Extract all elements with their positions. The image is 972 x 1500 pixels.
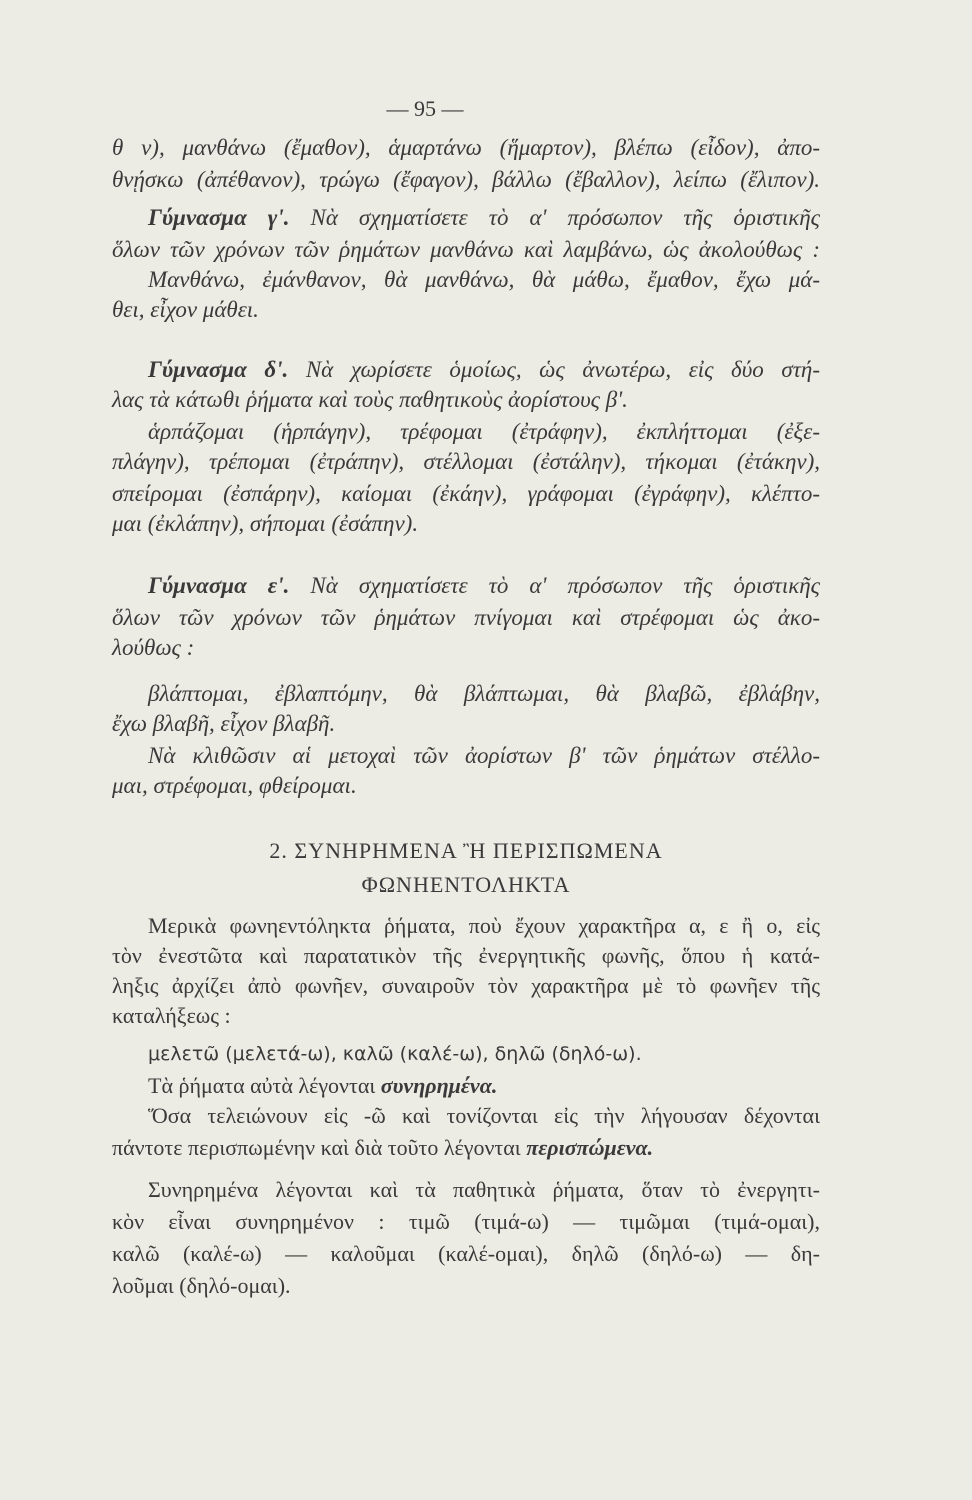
text-line: ὅλων τῶν χρόνων τῶν ῥημάτων μανθάνω καὶ λαμβάνω, ὡς ἀκολούθως :	[112, 237, 820, 262]
text-line	[112, 1134, 820, 1162]
text-line: μαι, στρέφομαι, φθείρομαι.	[112, 773, 357, 798]
page-number: — 95 —	[386, 96, 464, 121]
text-line: μαι (ἐκλάπην), σήπομαι (ἐσάπην).	[112, 511, 419, 536]
section-subheading: ΦΩΝΗΕΝΤΟΛΗΚΤΑ	[361, 872, 571, 897]
text-line: βλάπτομαι, ἐβλαπτόμην, θὰ βλάπτωμαι, θὰ βλαβῶ, ἐβλάβην,	[148, 681, 820, 706]
exercise-title: Γύμνασμα δ'.	[148, 357, 289, 382]
text: Νὰ σχηματίσετε τὸ α' πρόσωπον τῆς ὁριστικῆς	[310, 573, 821, 598]
text-line: καλῶ (καλέ-ω) — καλοῦμαι (καλέ-ομαι), δηλῶ (δηλό-ω) — δη-	[112, 1241, 820, 1266]
text-line: λας τὰ κάτωθι ῥήματα καὶ τοὺς παθητικοὺς ἀορίστους β'.	[112, 387, 628, 412]
text-line: ληξις ἀρχίζει ἀπὸ φωνῆεν, συναιροῦν τὸν χαρακτῆρα μὲ τὸ φωνῆεν τῆς	[112, 973, 820, 998]
example-line: μελετῶ (μελετά-ω), καλῶ (καλέ-ω), δηλῶ (δηλό-ω).	[148, 1043, 642, 1065]
text-line: Μερικὰ φωνηεντόληκτα ῥήματα, ποὺ ἔχουν χαρακτῆρα α, ε ἢ ο, εἰς	[148, 913, 820, 938]
text-line: θνῄσκω (ἀπέθανον), τρώγω (ἔφαγον), βάλλω (ἔβαλλον), λείπω (ἔλιπον).	[112, 167, 820, 192]
text-line: κὸν εἶναι συνηρημένον : τιμῶ (τιμά-ω) — τιμῶμαι (τιμά-ομαι),	[112, 1209, 820, 1234]
exercise-gamma-first-line	[112, 204, 820, 232]
text-line: Νὰ κλιθῶσιν αἱ μετοχαὶ τῶν ἀορίστων β' τῶν ῥημάτων στέλλο-	[148, 743, 820, 768]
section-heading: 2. ΣΥΝΗΡΗΜΕΝΑ Ἢ ΠΕΡΙΣΠΩΜΕΝΑ	[269, 838, 663, 863]
text: Νὰ χωρίσετε ὁμοίως, ὡς ἀνωτέρω, εἰς δύο στή-	[305, 357, 821, 382]
text-line: πλάγην), τρέπομαι (ἐτράπην), στέλλομαι (ἐστάλην), τήκομαι (ἐτάκην),	[112, 449, 820, 474]
term: περισπώμενα.	[526, 1135, 654, 1160]
text-line: τὸν ἐνεστῶτα καὶ παρατατικὸν τῆς ἐνεργητικῆς φωνῆς, ὅπου ἡ κατά-	[112, 943, 820, 968]
text-line: ἔχω βλαβῆ, εἶχον βλαβῆ.	[112, 711, 336, 736]
exercise-title: Γύμνασμα ε'.	[148, 573, 290, 598]
exercise-epsilon-first-line	[112, 572, 820, 600]
text-line: Μανθάνω, ἐμάνθανον, θὰ μανθάνω, θὰ μάθω, ἔμαθον, ἔχω μά-	[148, 267, 820, 292]
term: συνηρημένα.	[380, 1073, 498, 1098]
text: Τὰ ῥήματα αὐτὰ λέγονται	[148, 1073, 376, 1098]
text-line: θει, εἶχον μάθει.	[112, 297, 259, 322]
text-line: θ ν), μανθάνω (ἔμαθον), ἁμαρτάνω (ἥμαρτον), βλέπω (εἶδον), ἀπο-	[112, 135, 820, 160]
text-line: καταλήξεως :	[112, 1003, 231, 1028]
text: πάντοτε περισπωμένην καὶ διὰ τοῦτο λέγονται	[112, 1135, 521, 1160]
text-line: ὅλων τῶν χρόνων τῶν ῥημάτων πνίγομαι καὶ στρέφομαι ὡς ἀκο-	[112, 605, 820, 630]
text-line: λοῦμαι (δηλό-ομαι).	[112, 1273, 291, 1298]
text-line: ἁρπάζομαι (ἡρπάγην), τρέφομαι (ἐτράφην), ἐκπλήττομαι (ἐξε-	[148, 419, 820, 444]
text-line	[112, 1072, 820, 1100]
exercise-delta-first-line	[112, 356, 820, 384]
exercise-title: Γύμνασμα γ'.	[148, 205, 290, 230]
text-line: Συνηρημένα λέγονται καὶ τὰ παθητικὰ ῥήματα, ὅταν τὸ ἐνεργητι-	[148, 1177, 820, 1202]
text-line: λούθως :	[112, 635, 195, 660]
text-line: Ὅσα τελειώνουν εἰς -ῶ καὶ τονίζονται εἰς τὴν λήγουσαν δέχονται	[148, 1103, 820, 1128]
text: Νὰ σχηματίσετε τὸ α' πρόσωπον τῆς ὁριστικῆς	[310, 205, 820, 230]
text-line: σπείρομαι (ἐσπάρην), καίομαι (ἐκάην), γράφομαι (ἐγράφην), κλέπτο-	[112, 481, 820, 506]
